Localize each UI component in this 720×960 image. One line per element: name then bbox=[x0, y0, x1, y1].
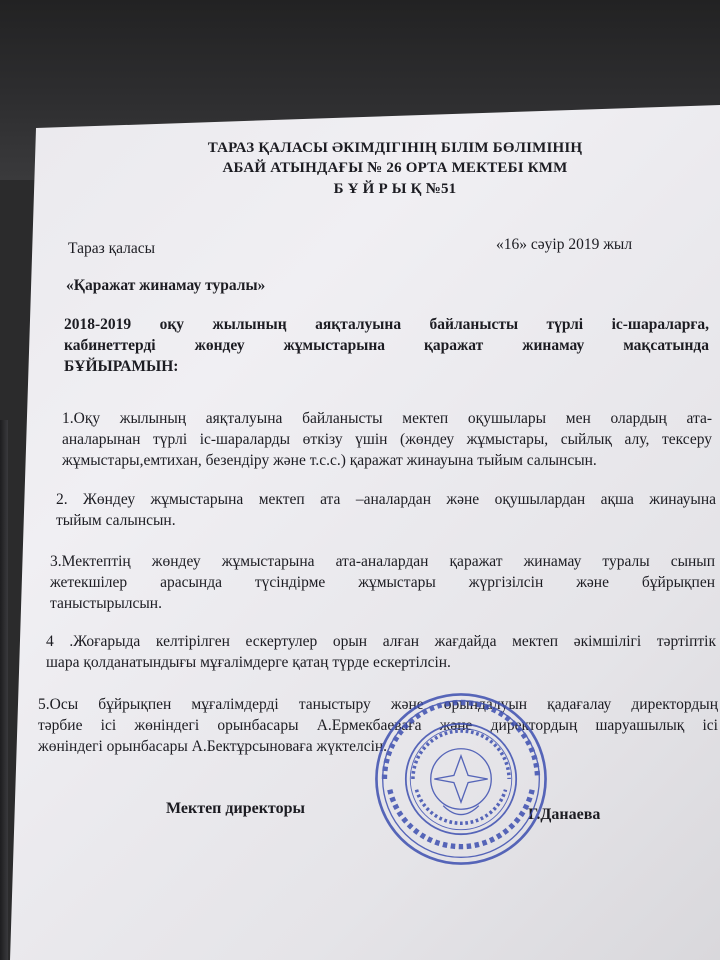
item-line: аналарынан түрлі іс-шараларды өткізу үшін (жөндеу жұмыстары, сыйлық алу, тексеру bbox=[62, 431, 712, 448]
preamble-line: 2018-2019 оқу жылының аяқталуына байланысты түрлі іс-шараларға, bbox=[64, 316, 709, 333]
item-line: жетекшілер арасында түсіндірме жұмыстары жүргізілсін және бұйрықпен bbox=[50, 574, 715, 591]
item-line: 2. Жөндеу жұмыстарына мектеп ата –аналардан және оқушылардан ақша жинауына bbox=[56, 491, 716, 508]
order-date: «16» сәуір 2019 жыл bbox=[496, 236, 633, 253]
header-line-2: АБАЙ АТЫНДАҒЫ № 26 ОРТА МЕКТЕБІ КММ bbox=[222, 160, 568, 176]
order-item-2 bbox=[56, 489, 716, 531]
order-item-4 bbox=[46, 631, 716, 673]
item-line: 1.Оқу жылының аяқталуына байланысты мектеп оқушылары мен олардың ата- bbox=[62, 410, 712, 427]
item-line: шара қолданатындығы мұғалімдерге қатаң түрде ескертілсін. bbox=[46, 654, 451, 671]
item-line: 3.Мектептің жөндеу жұмыстарына ата-аналардан қаражат жинамау туралы сынып bbox=[50, 553, 715, 570]
order-subject: «Қаражат жинамау туралы» bbox=[66, 277, 266, 294]
signature-name: Г.Данаева bbox=[528, 806, 601, 823]
signature-title: Мектеп директоры bbox=[166, 800, 305, 817]
item-line: 5.Осы бұйрықпен мұғалімдерді таныстыру және орындалуын қадағалау директордың bbox=[38, 696, 718, 713]
order-item-1 bbox=[62, 408, 712, 471]
preamble-line: кабинеттерді жөндеу жұмыстарына қаражат жинамау мақсатында bbox=[64, 337, 709, 354]
order-verb: БҰЙЫРАМЫН: bbox=[64, 358, 179, 375]
item-line: 4 .Жоғарыда келтірілген ескертулер орын алған жағдайда мектеп әкімшілігі тәртіптік bbox=[46, 633, 716, 650]
order-number: Б Ұ Й Р Ы Қ №51 bbox=[333, 181, 457, 197]
item-line: таныстырылсын. bbox=[50, 595, 162, 612]
city-label: Тараз қаласы bbox=[68, 240, 156, 257]
item-line: жұмыстары,емтихан, безендіру және т.с.с.) қаражат жинауына тыйым салынсын. bbox=[62, 452, 597, 469]
header-line-1: ТАРАЗ ҚАЛАСЫ ӘКІМДІГІНІҢ БІЛІМ БӨЛІМІНІҢ bbox=[207, 140, 583, 156]
order-item-3 bbox=[50, 551, 715, 614]
item-line: жөніндегі орынбасары А.Бектұрсыноваға жүктелсін. bbox=[38, 738, 388, 755]
school-stamp bbox=[372, 690, 550, 868]
item-line: тәрбие ісі жөніндегі орынбасары А.Ермекбаеваға және директордың шаруашылық ісі bbox=[38, 717, 718, 734]
item-line: тыйым салынсын. bbox=[56, 512, 176, 529]
preamble bbox=[64, 314, 709, 377]
